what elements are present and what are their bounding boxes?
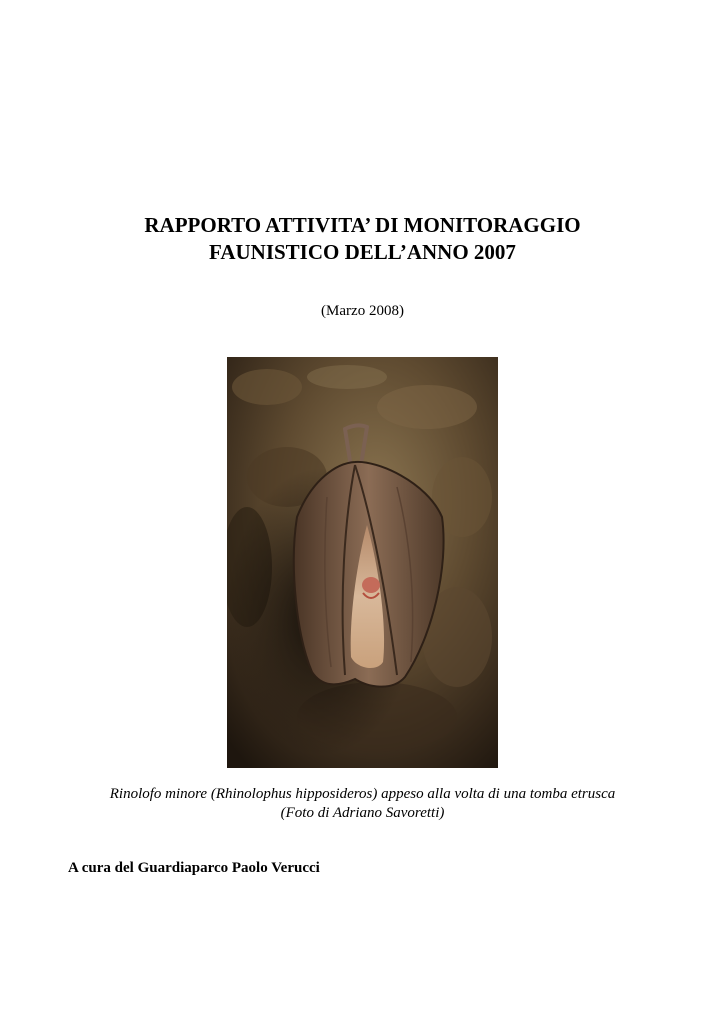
document-date: (Marzo 2008) (321, 303, 404, 319)
bat-photo (227, 357, 498, 768)
title-line-2: FAUNISTICO DELL’ANNO 2007 (209, 240, 516, 264)
editor-credit: A cura del Guardiaparco Paolo Verucci (68, 860, 320, 876)
photo-caption (0, 785, 725, 823)
caption-line-1: Rinolofo minore (Rhinolophus hipposideros) appeso alla volta di una tomba etrusca (109, 786, 616, 802)
title-line-1: RAPPORTO ATTIVITA’ DI MONITORAGGIO (144, 213, 581, 237)
document-title (0, 212, 725, 266)
caption-line-2: (Foto di Adriano Savoretti) (280, 805, 445, 821)
bat-photo-image (227, 357, 498, 768)
